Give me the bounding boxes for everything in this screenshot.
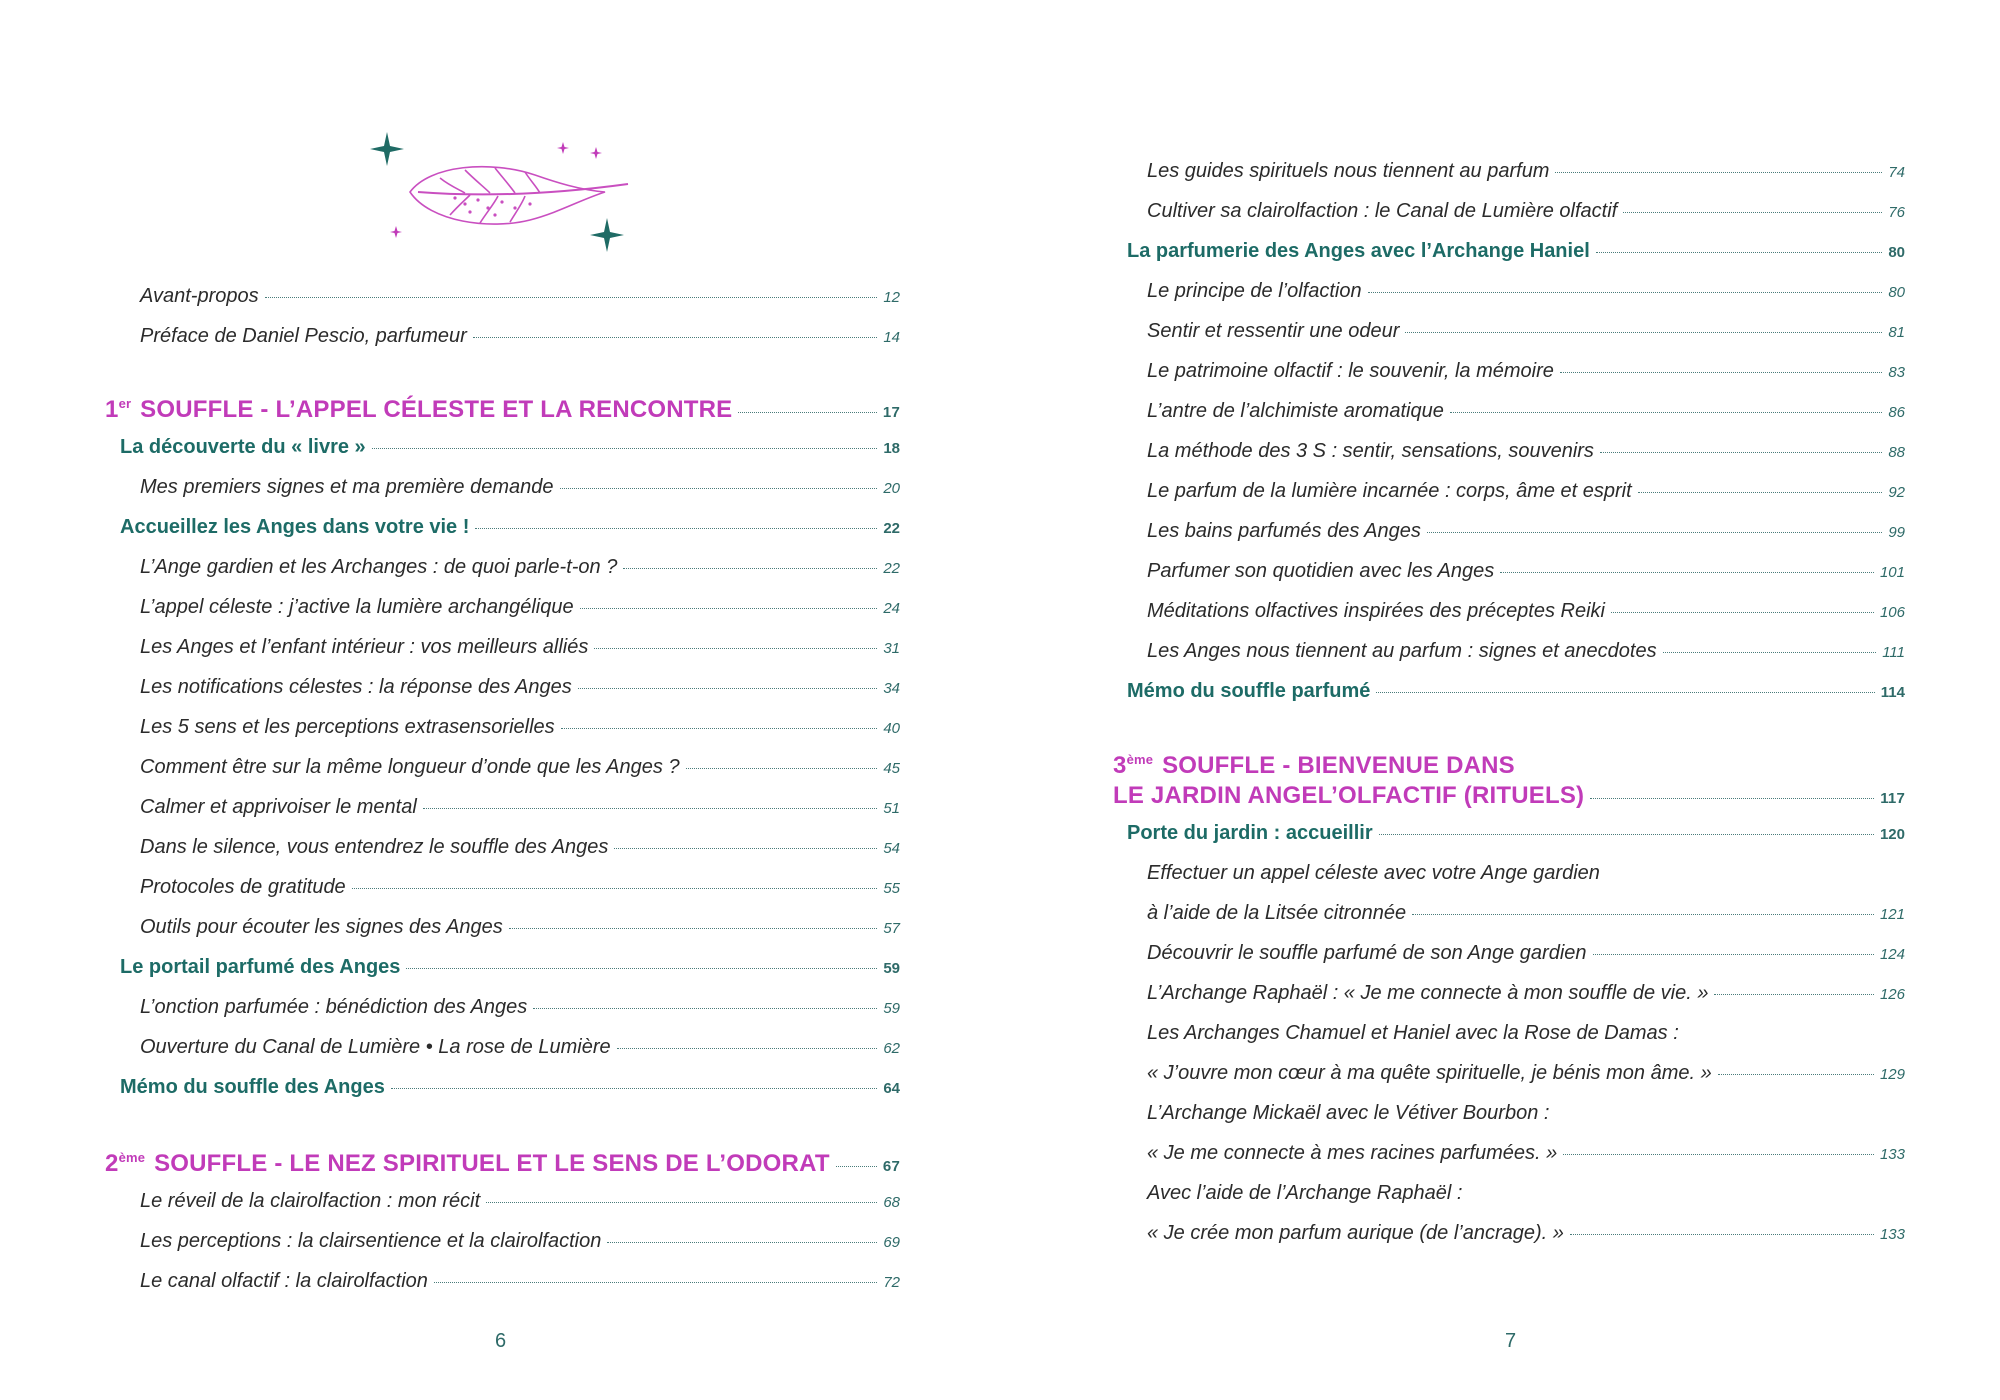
toc-entry[interactable]: L’Archange Raphaël : « Je me connecte à mon souffle de vie. » 126 [1147, 982, 1905, 1004]
toc-entry[interactable]: Les Anges et l’enfant intérieur : vos meilleurs alliés 31 [140, 636, 900, 658]
toc-entry[interactable]: La méthode des 3 S : sentir, sensations, souvenirs 88 [1147, 440, 1905, 462]
page-number: 7 [1505, 1330, 1517, 1352]
toc-entry[interactable]: Les Archanges Chamuel et Haniel avec la Rose de Damas : [1147, 1022, 1679, 1044]
toc-entry[interactable]: Les perceptions : la clairsentience et la clairolfaction 69 [140, 1230, 900, 1252]
sparkle-star-icon [370, 132, 404, 166]
toc-section[interactable]: Porte du jardin : accueillir 120 [1127, 822, 1905, 844]
toc-entry[interactable]: L’Archange Mickaël avec le Vétiver Bourbon : [1147, 1102, 1550, 1124]
toc-entry[interactable]: Le principe de l’olfaction 80 [1147, 280, 1905, 302]
toc-entry[interactable]: Avant-propos 12 [140, 285, 900, 307]
toc-section[interactable]: Accueillez les Anges dans votre vie ! 22 [120, 516, 900, 538]
toc-entry[interactable]: Dans le silence, vous entendrez le souffle des Anges 54 [140, 836, 900, 858]
toc-entry[interactable]: Le patrimoine olfactif : le souvenir, la mémoire 83 [1147, 360, 1905, 382]
toc-section[interactable]: Mémo du souffle des Anges 64 [120, 1076, 900, 1098]
toc-entry[interactable]: Les Anges nous tiennent au parfum : signes et anecdotes 111 [1147, 640, 1905, 662]
toc-entry[interactable]: Préface de Daniel Pescio, parfumeur 14 [140, 325, 900, 347]
toc-entry[interactable]: Découvrir le souffle parfumé de son Ange gardien 124 [1147, 942, 1905, 964]
toc-entry[interactable]: Parfumer son quotidien avec les Anges 101 [1147, 560, 1905, 582]
toc-entry[interactable]: Mes premiers signes et ma première demande 20 [140, 476, 900, 498]
right-page [1000, 0, 2000, 1400]
toc-entry[interactable]: Le parfum de la lumière incarnée : corps, âme et esprit 92 [1147, 480, 1905, 502]
toc-chapter[interactable]: 2ème SOUFFLE - LE NEZ SPIRITUEL ET LE SENS DE L’ODORAT 67 [105, 1150, 900, 1177]
toc-entry[interactable]: « Je crée mon parfum aurique (de l’ancrage). » 133 [1147, 1222, 1905, 1244]
toc-section[interactable]: Le portail parfumé des Anges 59 [120, 956, 900, 978]
toc-entry[interactable]: Ouverture du Canal de Lumière • La rose de Lumière 62 [140, 1036, 900, 1058]
feather-illustration [370, 120, 650, 260]
toc-entry[interactable]: à l’aide de la Litsée citronnée 121 [1147, 902, 1905, 924]
toc-entry[interactable]: Les guides spirituels nous tiennent au parfum 74 [1147, 160, 1905, 182]
toc-chapter[interactable]: 1er SOUFFLE - L’APPEL CÉLESTE ET LA RENCONTRE 17 [105, 396, 900, 423]
toc-section[interactable]: Mémo du souffle parfumé 114 [1127, 680, 1905, 702]
page-number: 6 [495, 1330, 507, 1352]
toc-entry[interactable]: Sentir et ressentir une odeur 81 [1147, 320, 1905, 342]
toc-entry[interactable]: Protocoles de gratitude 55 [140, 876, 900, 898]
toc-entry[interactable]: Méditations olfactives inspirées des préceptes Reiki 106 [1147, 600, 1905, 622]
toc-entry[interactable]: L’appel céleste : j’active la lumière archangélique 24 [140, 596, 900, 618]
toc-entry[interactable]: Les bains parfumés des Anges 99 [1147, 520, 1905, 542]
toc-entry[interactable]: Avec l’aide de l’Archange Raphaël : [1147, 1182, 1463, 1204]
toc-entry[interactable]: « J’ouvre mon cœur à ma quête spirituelle, je bénis mon âme. » 129 [1147, 1062, 1905, 1084]
feather-icon [410, 167, 628, 224]
toc-entry[interactable]: Calmer et apprivoiser le mental 51 [140, 796, 900, 818]
toc-entry[interactable]: Les notifications célestes : la réponse des Anges 34 [140, 676, 900, 698]
toc-chapter[interactable]: 3ème SOUFFLE - BIENVENUE DANS [1113, 752, 1515, 779]
toc-entry[interactable]: Le canal olfactif : la clairolfaction 72 [140, 1270, 900, 1292]
toc-entry[interactable]: Le réveil de la clairolfaction : mon récit 68 [140, 1190, 900, 1212]
toc-section[interactable]: La parfumerie des Anges avec l’Archange Haniel 80 [1127, 240, 1905, 262]
toc-entry[interactable]: Cultiver sa clairolfaction : le Canal de Lumière olfactif 76 [1147, 200, 1905, 222]
toc-entry[interactable]: Les 5 sens et les perceptions extrasensorielles 40 [140, 716, 900, 738]
toc-entry[interactable]: Outils pour écouter les signes des Anges 57 [140, 916, 900, 938]
toc-section[interactable]: La découverte du « livre » 18 [120, 436, 900, 458]
toc-entry[interactable]: Comment être sur la même longueur d’onde que les Anges ? 45 [140, 756, 900, 778]
toc-entry[interactable]: L’Ange gardien et les Archanges : de quoi parle-t-on ? 22 [140, 556, 900, 578]
toc-entry[interactable]: « Je me connecte à mes racines parfumées. » 133 [1147, 1142, 1905, 1164]
toc-chapter-continued[interactable]: LE JARDIN ANGEL’OLFACTIF (RITUELS) 117 [1113, 782, 1905, 809]
sparkle-star-icon [590, 218, 624, 252]
toc-entry[interactable]: L’onction parfumée : bénédiction des Anges 59 [140, 996, 900, 1018]
toc-entry[interactable]: Effectuer un appel céleste avec votre Ange gardien [1147, 862, 1600, 884]
toc-entry[interactable]: L’antre de l’alchimiste aromatique 86 [1147, 400, 1905, 422]
